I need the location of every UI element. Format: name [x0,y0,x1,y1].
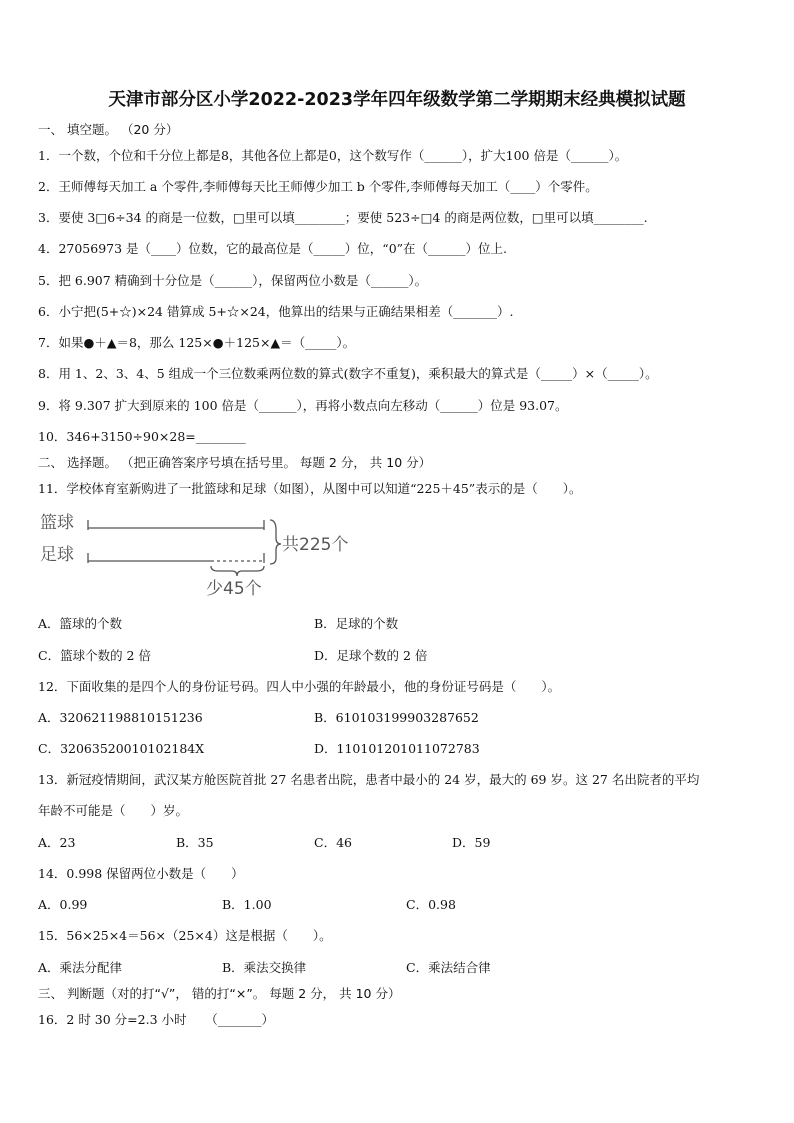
question-13-line1: 13．新冠疫情期间，武汉某方舱医院首批 27 名患者出院，患者中最小的 24 岁，最大的 69 岁。这 27 名出院者的平均 [38,772,700,787]
q12-option-b: B．610103199903287652 [314,710,479,725]
q14-option-c: C．0.98 [406,897,456,912]
question-8: 8．用 1、2、3、4、5 组成一个三位数乘两位数的算式(数字不重复)，乘积最大的算式是（_____）×（_____）。 [38,366,658,381]
question-9: 9．将 9.307 扩大到原来的 100 倍是（______），再将小数点向左移动（______）位是 93.07。 [38,398,568,413]
q14-option-a: A．0.99 [38,897,88,912]
question-15: 15．56×25×4＝56×（25×4）这是根据（ ）。 [38,928,332,943]
q11-option-b: B．足球的个数 [314,616,399,631]
question-13-line2: 年龄不可能是（ ）岁。 [38,803,189,818]
q11-option-d: D．足球个数的 2 倍 [314,648,428,663]
diagram-less-label: 少45个 [206,579,262,598]
ball-comparison-diagram [38,508,368,598]
q13-option-c: C．46 [314,835,352,850]
section-choice-heading: 二、 选择题。 （把正确答案序号填在括号里。 每题 2 分， 共 10 分） [38,455,432,470]
total-brace [270,520,281,564]
q15-option-b: B．乘法交换律 [222,960,307,975]
diagram-total-label: 共225个 [282,535,349,555]
q11-option-a: A．篮球的个数 [38,616,123,631]
q11-option-c: C．篮球个数的 2 倍 [38,648,151,663]
q12-option-d: D．110101201011072783 [314,741,480,756]
question-3: 3．要使 3□6÷34 的商是一位数，□里可以填________；要使 523÷□4 的商是两位数，□里可以填________. [38,210,648,225]
question-12: 12．下面收集的是四个人的身份证号码。四人中小强的年龄最小，他的身份证号码是（ ）。 [38,679,561,694]
q13-option-d: D．59 [452,835,491,850]
page-title: 天津市部分区小学2022-2023学年四年级数学第二学期期末经典模拟试题 [108,90,686,110]
question-4: 4．27056973 是（____）位数，它的最高位是（_____）位，“0”在（______）位上. [38,241,508,256]
q15-option-a: A．乘法分配律 [38,960,123,975]
q13-option-a: A．23 [38,835,76,850]
question-1: 1．一个数，个位和千分位上都是8，其他各位上都是0，这个数写作（______），扩大100 倍是（______）。 [38,148,628,163]
question-5: 5．把 6.907 精确到十分位是（______），保留两位小数是（______）。 [38,273,428,288]
q12-option-a: A．320621198810151236 [38,710,203,725]
question-2: 2．王师傅每天加工 a 个零件,李师傅每天比王师傅少加工 b 个零件,李师傅每天加工（____）个零件。 [38,179,598,194]
q15-option-c: C．乘法结合律 [406,960,491,975]
question-6: 6．小宁把(5+☆)×24 错算成 5+☆×24，他算出的结果与正确结果相差（_______）. [38,304,514,319]
question-7: 7．如果●＋▲＝8，那么 125×●＋125×▲＝（_____）。 [38,335,356,350]
section-judge-heading: 三、 判断题（对的打“√”， 错的打“×”。 每题 2 分， 共 10 分） [38,986,401,1001]
q12-option-c: C．32063520010102184X [38,741,205,756]
question-16: 16．2 时 30 分=2.3 小时 （_______） [38,1012,275,1027]
question-14: 14．0.998 保留两位小数是（ ） [38,866,244,881]
q13-option-b: B．35 [176,835,214,850]
q14-option-b: B．1.00 [222,897,272,912]
diagram-label-football: 足球 [40,545,74,565]
section-fill-blank-heading: 一、 填空题。 （20 分） [38,122,179,137]
diagram-label-basketball: 篮球 [40,513,74,533]
question-11: 11．学校体育室新购进了一批篮球和足球（如图），从图中可以知道“225＋45”表示的是（ ）。 [38,481,582,496]
question-10: 10．346+3150÷90×28=________ [38,429,246,444]
less-brace [211,566,264,576]
